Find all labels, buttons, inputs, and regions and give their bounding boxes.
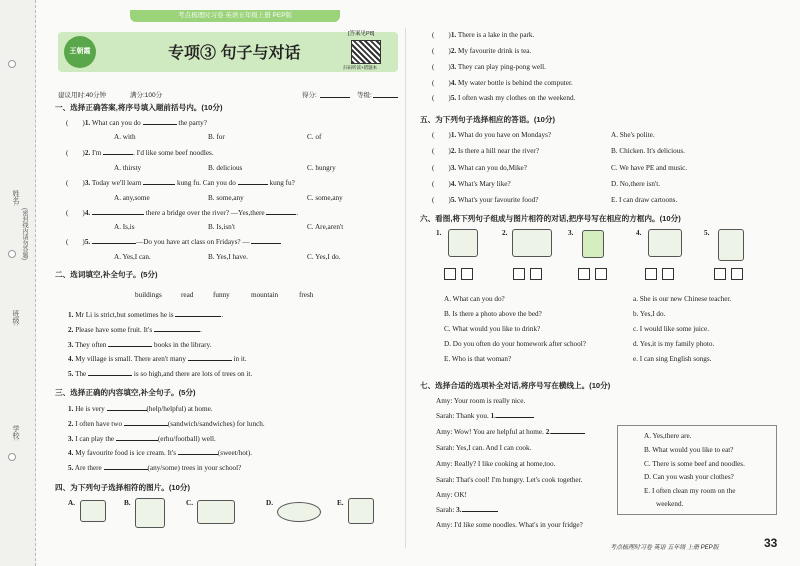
section-7-title: 七、选择合适的选项补全对话,将序号写在横线上。(10分) [420, 381, 611, 390]
pic-num-1: 1. [436, 229, 442, 237]
answer-box[interactable] [530, 268, 542, 280]
answer-blank[interactable] [238, 184, 268, 185]
word-bank-item: buildings [135, 291, 162, 299]
q4-4: ( )4. My water bottle is behind the computer. [432, 79, 573, 87]
teacup-picture [80, 500, 106, 522]
s6-option-e: E. Who is that woman? [444, 355, 512, 363]
q1-4: ( )4. there a bridge over the river? —Yes,there . [66, 209, 299, 217]
q3-4: 4. My favourite food is ice cream. It's (sweet/hot). [68, 449, 253, 457]
answer-box[interactable] [714, 268, 726, 280]
q1-4-option-a: A. Is,is [114, 223, 135, 231]
column-divider [405, 28, 406, 548]
pic-num-4: 4. [636, 229, 642, 237]
section-1-title: 一、选择正确答案,将序号填入题前括号内。(10分) [55, 103, 223, 112]
s6-reply-b: b. Yes,I do. [633, 310, 666, 318]
q2-4: 4. My village is small. There aren't many in it. [68, 355, 247, 363]
answer-blank[interactable] [251, 243, 281, 244]
computer-picture [348, 498, 374, 524]
options-box [617, 425, 777, 515]
binding-hole [8, 60, 16, 68]
s7-option-a: A. Yes,there are. [644, 432, 692, 440]
s6-option-d: D. Do you often do your homework after school? [444, 340, 586, 348]
answer-blank[interactable] [124, 425, 168, 426]
a5-b: B. Chicken. It's delicious. [611, 147, 685, 155]
answer-blank[interactable] [104, 469, 148, 470]
section-5-title: 五、为下列句子选择相应的答语。(10分) [420, 115, 556, 124]
answer-blank[interactable] [178, 454, 218, 455]
brand-logo: 王朝霞 [64, 36, 96, 68]
s6-reply-a: a. She is our new Chinese teacher. [633, 295, 732, 303]
q1-1-option-c: C. of [307, 133, 322, 141]
q1-3-option-c: C. some,any [307, 194, 343, 202]
word-bank-item: read [181, 291, 194, 299]
q1-1-option-a: A. with [114, 133, 136, 141]
q5-2: ( )2. Is there a hill near the river? [432, 147, 540, 155]
answer-box[interactable] [461, 268, 473, 280]
q5-3: ( )3. What can you do,Mike? [432, 164, 527, 172]
answer-blank[interactable] [154, 331, 200, 332]
answer-box[interactable] [645, 268, 657, 280]
q1-5-option-c: C. Yes,I do. [307, 253, 341, 261]
section-header [58, 32, 398, 72]
section-6-title: 六、看图,将下列句子组成与图片相符的对话,把序号写在相应的方框内。(10分) [420, 214, 681, 223]
a5-e: E. I can draw cartoons. [611, 196, 678, 204]
full-score-label: 满分:100分 [130, 92, 163, 99]
lake-picture [277, 502, 321, 522]
pic-num-2: 2. [502, 229, 508, 237]
score-blank[interactable] [320, 97, 350, 98]
answer-box[interactable] [513, 268, 525, 280]
answer-reference: [答案见P8] [348, 31, 375, 37]
answer-blank[interactable] [92, 214, 144, 215]
answer-box[interactable] [444, 268, 456, 280]
answer-blank[interactable] [462, 511, 498, 512]
juice-picture [582, 230, 604, 258]
word-bank-item: mountain [251, 291, 279, 299]
q1-5: ( )5. —Do you have art class on Fridays? — [66, 238, 281, 246]
time-label: 建议用时:40分钟 [58, 92, 107, 99]
word-bank-item: funny [213, 291, 230, 299]
school-label: 学校: [12, 425, 19, 441]
s7-option-e-cont: weekend. [656, 500, 684, 508]
answer-blank[interactable] [266, 214, 296, 215]
pic-label-a: A. [68, 499, 75, 507]
top-banner: 考点梳理时习卷 英语五年级上册 PEP版 [130, 10, 340, 22]
answer-blank[interactable] [107, 410, 147, 411]
s6-option-a: A. What can you do? [444, 295, 505, 303]
q1-1-option-b: B. for [208, 133, 225, 141]
dialogue-line: Amy: Your room is really nice. [436, 397, 526, 405]
section-4-title: 四、为下列句子选择相符的图片。(10分) [55, 483, 191, 492]
homework-picture [648, 229, 682, 257]
q1-2: ( )2. I'm . I'd like some beef noodles. [66, 149, 214, 157]
a5-d: D. No,there isn't. [611, 180, 661, 188]
pic-label-d: D. [266, 499, 273, 507]
q1-2-option-c: C. hungry [307, 164, 336, 172]
pic-label-e: E. [337, 499, 344, 507]
page-title: 专项③ 句子与对话 [168, 45, 301, 62]
name-label: 姓名: [12, 190, 19, 206]
q5-4: ( )4. What's Mary like? [432, 180, 511, 188]
dialogue-line: Sarah: That's cool! I'm hungry. Let's cook together. [436, 476, 583, 484]
q4-3: ( )3. They can play ping-pong well. [432, 63, 546, 71]
q4-1: ( )1. There is a lake in the park. [432, 31, 535, 39]
q5-5: ( )5. What's your favourite food? [432, 196, 539, 204]
s7-option-b: B. What would you like to eat? [644, 446, 734, 454]
answer-box[interactable] [662, 268, 674, 280]
q1-1: ( )1. What can you do the party? [66, 119, 207, 127]
pic-label-b: B. [124, 499, 131, 507]
section-2-title: 二、选词填空,补全句子。(5分) [55, 270, 158, 279]
q1-2-option-b: B. delicious [208, 164, 243, 172]
answer-blank[interactable] [143, 124, 177, 125]
dialogue-line: Amy: I'd like some noodles. What's in your fridge? [436, 521, 583, 529]
pic-num-3: 3. [568, 229, 574, 237]
q3-1: 1. He is very (help/helpful) at home. [68, 405, 213, 413]
answer-blank[interactable] [496, 417, 534, 418]
teacher-picture [718, 229, 744, 261]
answer-blank[interactable] [175, 316, 221, 317]
q4-5: ( )5. I often wash my clothes on the weekend. [432, 94, 576, 102]
qr-code-icon[interactable] [351, 40, 381, 64]
dialogue-line: Sarah: Yes,I can. And I can cook. [436, 444, 532, 452]
page-number: 33 [764, 536, 778, 550]
q1-3-option-a: A. any,some [114, 194, 150, 202]
q1-4-option-b: B. Is,isn't [208, 223, 236, 231]
pic-num-5: 5. [704, 229, 710, 237]
dialogue-line: Sarah: Thank you. 1. [436, 412, 534, 420]
dialogue-line: Amy: Wow! You are helpful at home. 2. [436, 428, 585, 436]
q2-1: 1. Mr Li is strict,but sometimes he is . [68, 311, 224, 319]
answer-box[interactable] [595, 268, 607, 280]
section-3-title: 三、选择正确的内容填空,补全句子。(5分) [55, 388, 196, 397]
word-bank-item: fresh [299, 291, 314, 299]
grade-label: 等级: [357, 92, 372, 99]
q4-2: ( )2. My favourite drink is tea. [432, 47, 532, 55]
score-label: 得分: [302, 92, 317, 99]
s6-option-b: B. Is there a photo above the bed? [444, 310, 542, 318]
q3-5: 5. Are there (any/some) trees in your school? [68, 464, 242, 472]
answer-blank[interactable] [188, 360, 232, 361]
dialogue-line: Amy: OK! [436, 491, 467, 499]
washing-clothes-picture [135, 498, 165, 528]
q1-3-option-b: B. some,any [208, 194, 244, 202]
answer-blank[interactable] [88, 375, 132, 376]
answer-box[interactable] [578, 268, 590, 280]
binding-margin [0, 0, 36, 566]
answer-blank[interactable] [103, 154, 133, 155]
binding-hole [8, 250, 16, 258]
dialogue-line: Sarah: 3. [436, 506, 498, 514]
pic-label-c: C. [186, 499, 193, 507]
grade-blank[interactable] [373, 97, 398, 98]
q1-3: ( )3. Today we'll learn kung fu. Can you do kung fu? [66, 179, 295, 187]
answer-blank[interactable] [108, 346, 152, 347]
s6-option-c: C. What would you like to drink? [444, 325, 541, 333]
classroom-picture [448, 229, 478, 257]
a5-c: C. We have PE and music. [611, 164, 688, 172]
q1-2-option-a: A. thirsty [114, 164, 142, 172]
dialogue-line: Amy: Really? I like cooking at home,too. [436, 460, 556, 468]
q1-4-option-c: C. Are,aren't [307, 223, 344, 231]
footer-text: 考点梳理时习卷 英语 五年级 上册 PEP版 [610, 545, 719, 551]
ping-pong-picture [197, 500, 235, 524]
q2-5: 5. The is so high,and there are lots of trees on it. [68, 370, 253, 378]
answer-blank[interactable] [92, 243, 136, 244]
class-label: 班级: [12, 310, 19, 326]
s6-reply-c: c. I would like some juice. [633, 325, 710, 333]
s7-option-d: D. Can you wash your clothes? [644, 473, 734, 481]
q1-5-option-b: B. Yes,I have. [208, 253, 248, 261]
binding-hole [8, 453, 16, 461]
answer-blank[interactable] [143, 184, 175, 185]
bedroom-picture [512, 229, 552, 257]
answer-blank[interactable] [551, 433, 585, 434]
scan-caption: 扫码听读+错题本 [343, 65, 378, 70]
answer-box[interactable] [731, 268, 743, 280]
s7-option-c: C. There is some beef and noodles. [644, 460, 745, 468]
s6-reply-e: e. I can sing English songs. [633, 355, 712, 363]
q3-2: 2. I often have two (sandwich/sandwiches) for lunch. [68, 420, 265, 428]
a5-a: A. She's polite. [611, 131, 655, 139]
q3-3: 3. I can play the (erhu/football) well. [68, 435, 216, 443]
seal-note: (密封线内请勿答题) [21, 208, 27, 260]
q2-2: 2. Please have some fruit. It's . [68, 326, 202, 334]
q1-5-option-a: A. Yes,I can. [114, 253, 151, 261]
answer-blank[interactable] [116, 440, 158, 441]
q5-1: ( )1. What do you have on Mondays? [432, 131, 552, 139]
s7-option-e: E. I often clean my room on the [644, 487, 736, 495]
s6-reply-d: d. Yes,it is my family photo. [633, 340, 715, 348]
q2-3: 3. They often books in the library. [68, 341, 212, 349]
